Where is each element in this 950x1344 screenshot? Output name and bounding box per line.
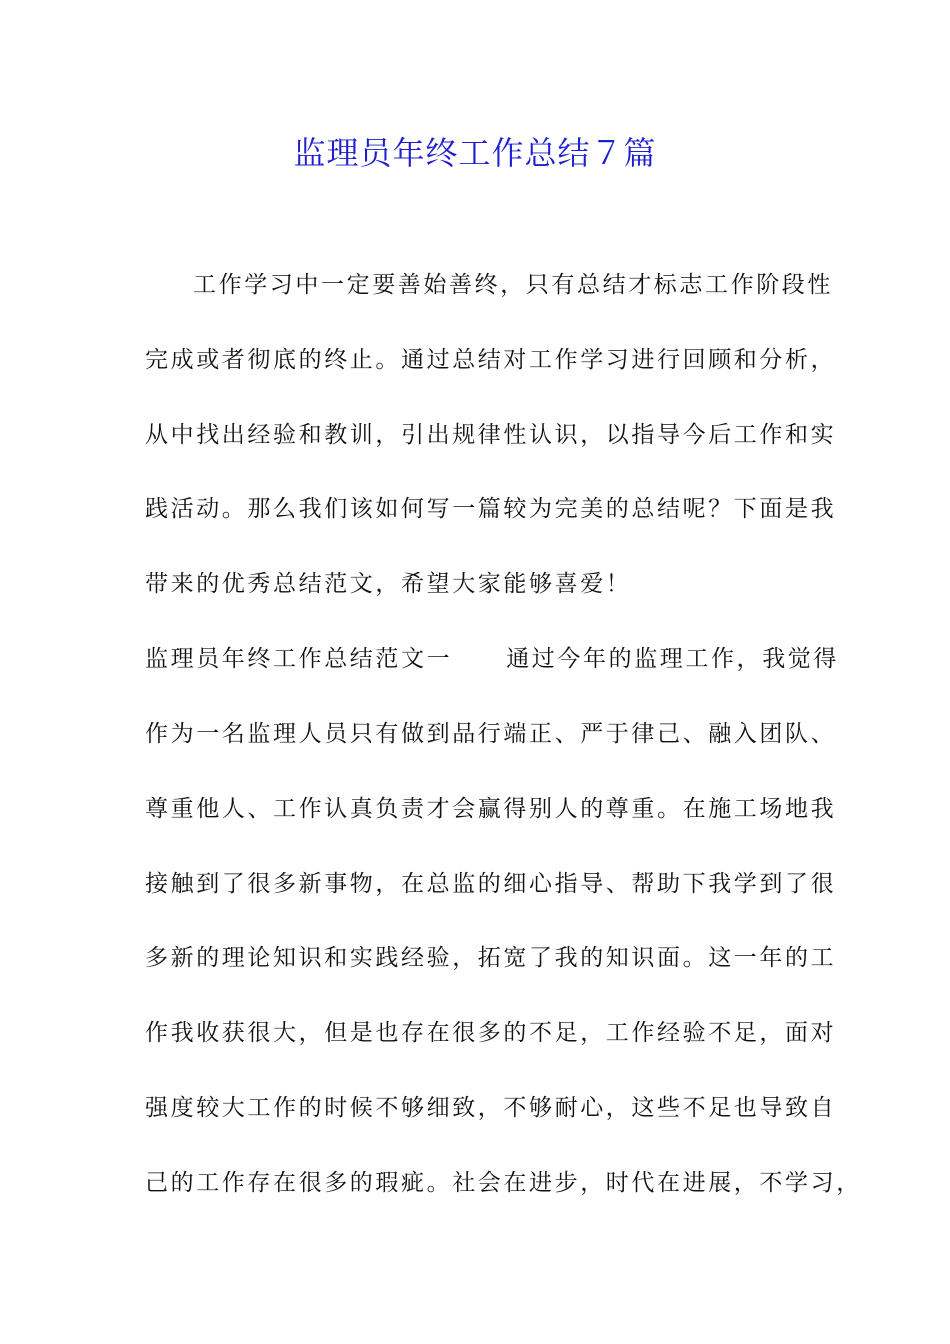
section-first-line [145,639,840,679]
document-title: 监理员年终工作总结７篇 [293,134,657,172]
intro-line-5: 带来的优秀总结范文，希望大家能够喜爱！ [145,571,632,597]
body-line-4: 多新的理论知识和实践经验，拓宽了我的知识面。这一年的工 [145,945,837,971]
body-line-1: 作为一名监理人员只有做到品行端正、严于律己、融入团队、 [145,721,837,747]
section-heading: 监理员年终工作总结范文一 [145,646,453,672]
intro-line-3: 从中找出经验和教训，引出规律性认识，以指导今后工作和实 [145,422,837,448]
body-line-2: 尊重他人、工作认真负责才会赢得别人的尊重。在施工场地我 [145,796,837,822]
section-first-line-text: 通过今年的监理工作，我觉得 [506,646,840,672]
body-line-5: 作我收获很大，但是也存在很多的不足，工作经验不足，面对 [145,1020,837,1046]
body-line-7: 己的工作存在很多的瑕疵。社会在进步，时代在进展，不学习， [145,1170,862,1196]
intro-line-1: 工作学习中一定要善始善终，只有总结才标志工作阶段性 [193,272,833,298]
body-line-6: 强度较大工作的时候不够细致，不够耐心，这些不足也导致自 [145,1095,837,1121]
intro-line-4: 践活动。那么我们该如何写一篇较为完美的总结呢？下面是我 [145,496,837,522]
body-line-3: 接触到了很多新事物，在总监的细心指导、帮助下我学到了很 [145,871,837,897]
intro-line-2: 完成或者彻底的终止。通过总结对工作学习进行回顾和分析， [145,347,837,373]
